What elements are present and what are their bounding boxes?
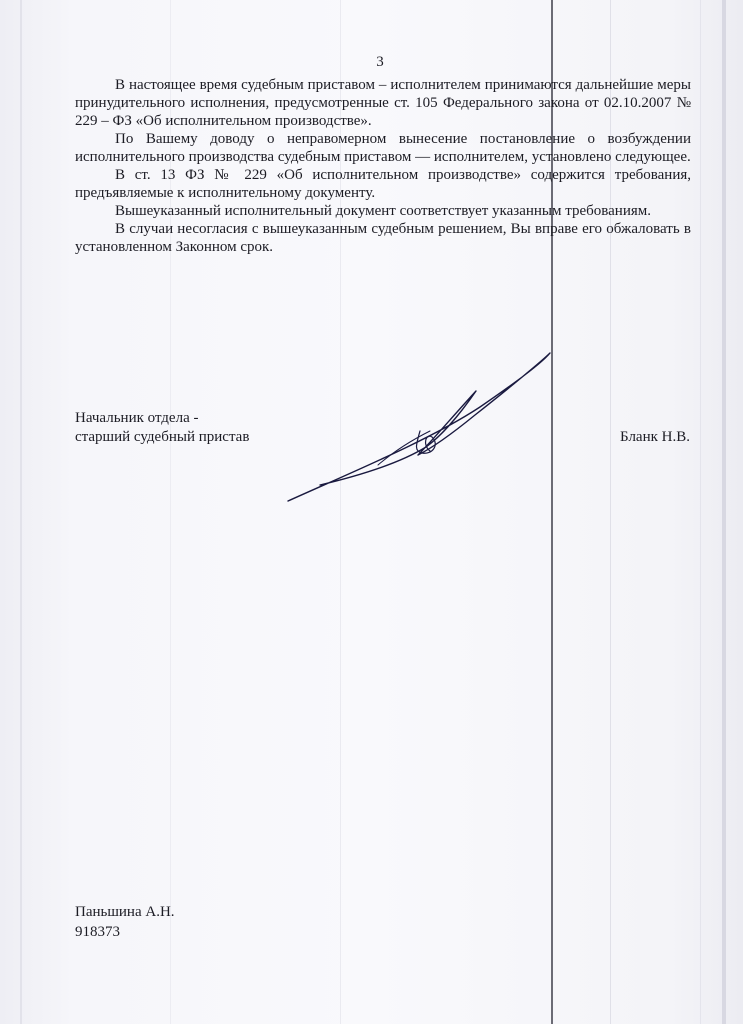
paragraph: В случаи несогласия с вышеуказанным судебным решением, Вы вправе его обжаловать в установленном Законном срок.	[75, 221, 691, 255]
signer-title-line1: Начальник отдела -	[75, 410, 199, 426]
letter-body	[75, 76, 691, 256]
paragraph: В ст. 13 ФЗ № 229 «Об исполнительном производстве» содержится требования, предъявляемые к исполнительному документу.	[75, 167, 691, 201]
paragraph: В настоящее время судебным приставом – исполнителем принимаются дальнейшие меры принудительного исполнения, предусмотренные ст. 105 Федерального закона от 02.10.2007 № 229 – ФЗ «Об исполнительном производстве».	[75, 77, 691, 129]
signature-icon	[280, 345, 560, 510]
executor-name: Паньшина А.Н.	[75, 904, 175, 920]
scan-stripe	[700, 0, 701, 1024]
signature-block	[75, 409, 249, 447]
paragraph: Вышеуказанный исполнительный документ соответствует указанным требованиям.	[115, 203, 651, 219]
executor-phone: 918373	[75, 924, 120, 940]
signer-name: Бланк Н.В.	[620, 429, 690, 445]
paragraph: По Вашему доводу о неправомерном вынесение постановление о возбуждении исполнительного производства судебным приставом — исполнителем, установлено следующее.	[75, 131, 691, 165]
scan-stripe	[20, 0, 22, 1024]
signer-title-line2: старший судебный пристав	[75, 429, 250, 445]
executor-block	[75, 902, 175, 942]
page-number: 3	[376, 54, 384, 70]
scan-stripe	[722, 0, 726, 1024]
